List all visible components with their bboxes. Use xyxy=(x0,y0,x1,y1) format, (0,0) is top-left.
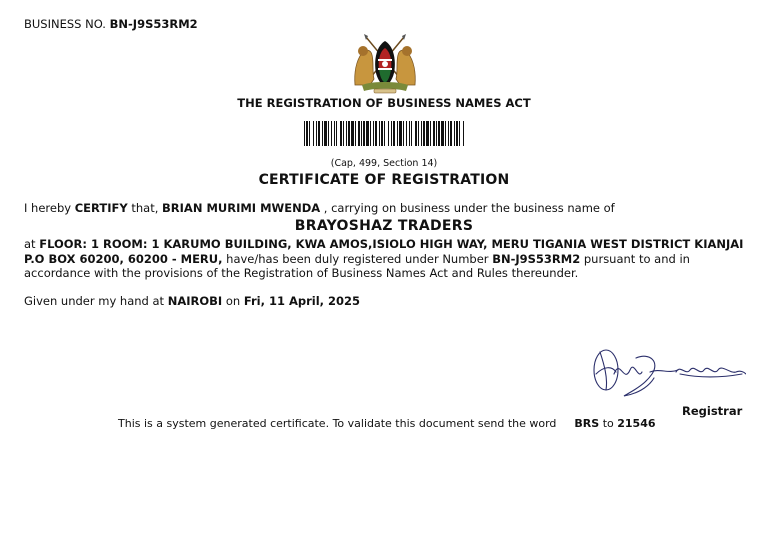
certify-statement xyxy=(24,201,615,215)
provisions-text: pursuant to and in accordance with the provisions of the Registration of Business Names Act and Rules thereunder. xyxy=(24,251,690,280)
given-on: on xyxy=(225,294,241,308)
sms-keyword: BRS xyxy=(574,417,600,430)
coat-of-arms-icon xyxy=(352,33,418,95)
owner-name: BRIAN MURIMI MWENDA xyxy=(162,201,321,215)
business-number-line xyxy=(24,17,198,31)
business-name: BRAYOSHAZ TRADERS xyxy=(294,218,474,234)
registrar-label: Registrar xyxy=(682,404,743,418)
registered-text: have/has been duly registered under Number xyxy=(226,251,489,266)
certify-prefix: I hereby xyxy=(24,201,72,215)
certify-word: CERTIFY xyxy=(74,201,128,215)
signature-icon xyxy=(590,344,746,400)
barcode-icon xyxy=(304,121,466,146)
certify-suffix: , carrying on business under the business name of xyxy=(323,201,615,215)
given-place: NAIROBI xyxy=(167,294,223,308)
act-title: THE REGISTRATION OF BUSINESS NAMES ACT xyxy=(237,96,531,110)
certify-that: that, xyxy=(131,201,159,215)
cap-section-line: (Cap, 499, Section 14) xyxy=(330,158,438,169)
certificate-title: CERTIFICATE OF REGISTRATION xyxy=(258,172,510,188)
sms-shortcode: 21546 xyxy=(617,417,656,430)
footer-text: This is a system generated certificate. To validate this document send the word xyxy=(118,417,557,430)
business-number-label: BUSINESS NO. xyxy=(24,17,106,31)
given-under-hand-line xyxy=(24,294,360,308)
footer-to: to xyxy=(602,417,614,430)
registration-number: BN-J9S53RM2 xyxy=(492,251,581,266)
given-date: Fri, 11 April, 2025 xyxy=(243,294,361,308)
business-location: FLOOR: 1 ROOM: 1 KARUMO BUILDING, KWA AMOS,ISIOLO HIGH WAY, MERU TIGANIA WEST DISTRICT KIANJAI P.O BOX 60200, 60200 - MERU, xyxy=(24,237,744,266)
validation-footer xyxy=(118,417,656,430)
address-paragraph xyxy=(24,237,749,281)
given-prefix: Given under my hand at xyxy=(24,294,165,308)
business-number-value: BN-J9S53RM2 xyxy=(109,17,198,31)
address-at: at xyxy=(24,237,36,251)
